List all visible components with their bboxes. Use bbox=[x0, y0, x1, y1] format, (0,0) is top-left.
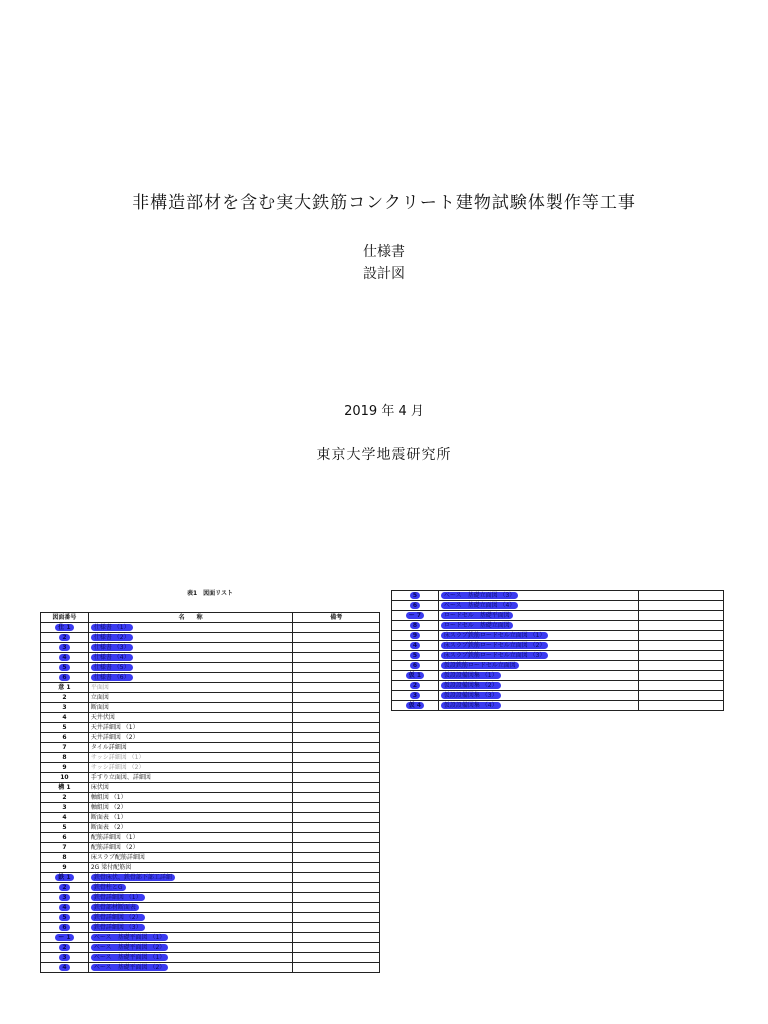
drawing-note bbox=[293, 923, 380, 933]
drawing-name-text: 床スラブ配筋詳細図 bbox=[90, 853, 145, 861]
drawing-name-text: 配筋詳細図 （2） bbox=[90, 843, 139, 851]
table-row bbox=[41, 793, 380, 803]
drawing-number-text: 10 bbox=[60, 773, 69, 781]
drawing-number bbox=[41, 663, 89, 673]
drawing-number bbox=[41, 783, 89, 793]
drawing-name bbox=[88, 823, 293, 833]
drawing-name bbox=[88, 643, 293, 653]
table-row bbox=[41, 823, 380, 833]
table-row bbox=[41, 643, 380, 653]
table-row bbox=[41, 763, 380, 773]
drawing-number-text: 5 bbox=[62, 723, 67, 731]
table-row bbox=[41, 953, 380, 963]
table-row bbox=[41, 913, 380, 923]
drawing-name bbox=[438, 631, 639, 641]
drawing-number bbox=[392, 691, 439, 701]
drawing-note bbox=[293, 903, 380, 913]
drawing-name-text: 仕様書 （1） bbox=[91, 624, 133, 631]
drawing-name-text: 軸組図 （2） bbox=[90, 803, 127, 811]
drawing-name-text: 天井詳細図 （2） bbox=[90, 733, 139, 741]
drawing-number bbox=[41, 683, 89, 693]
table-row bbox=[392, 651, 724, 661]
drawing-number-text: 3 bbox=[410, 692, 420, 699]
drawing-name bbox=[88, 783, 293, 793]
table-row bbox=[392, 621, 724, 631]
drawing-name-text: 配筋詳細図 （1） bbox=[90, 833, 139, 841]
table-row bbox=[41, 883, 380, 893]
drawing-name bbox=[88, 963, 293, 973]
table-row bbox=[41, 863, 380, 873]
drawing-name-text: 断面表 （1） bbox=[90, 813, 127, 821]
drawing-note bbox=[293, 863, 380, 873]
drawing-number bbox=[41, 933, 89, 943]
drawing-number bbox=[41, 953, 89, 963]
drawing-number-text: ー 7 bbox=[406, 612, 424, 619]
organization-name: 東京大学地震研究所 bbox=[316, 447, 452, 463]
drawing-name bbox=[438, 651, 639, 661]
drawing-note bbox=[293, 873, 380, 883]
drawing-note bbox=[293, 713, 380, 723]
drawing-name bbox=[88, 723, 293, 733]
drawing-name bbox=[438, 701, 639, 711]
drawing-note bbox=[293, 963, 380, 973]
table-row bbox=[41, 833, 380, 843]
drawing-note bbox=[293, 773, 380, 783]
table-row bbox=[41, 663, 380, 673]
table-row bbox=[41, 693, 380, 703]
drawing-number-text: 3 bbox=[62, 703, 67, 711]
drawing-note bbox=[293, 643, 380, 653]
drawing-note bbox=[293, 843, 380, 853]
table-row bbox=[392, 641, 724, 651]
drawing-name bbox=[88, 803, 293, 813]
drawing-number bbox=[41, 913, 89, 923]
drawing-name bbox=[88, 933, 293, 943]
table-row bbox=[41, 893, 380, 903]
drawing-note bbox=[293, 663, 380, 673]
drawing-name bbox=[88, 623, 293, 633]
drawing-note bbox=[639, 671, 724, 681]
drawing-name-text: 仮設設備図集 （4） bbox=[441, 702, 501, 709]
table-row bbox=[41, 733, 380, 743]
table-row bbox=[392, 591, 724, 601]
drawing-number-text: 3 bbox=[59, 894, 69, 901]
table-row bbox=[41, 633, 380, 643]
drawing-number-text: 鉄 1 bbox=[55, 874, 73, 881]
drawing-number-text: 7 bbox=[62, 743, 67, 751]
drawing-name bbox=[438, 671, 639, 681]
drawing-number-text: 4 bbox=[62, 813, 67, 821]
drawing-note bbox=[293, 633, 380, 643]
drawing-name-text: 仕様書 （6） bbox=[91, 674, 133, 681]
drawing-name bbox=[88, 713, 293, 723]
drawing-name-text: 立面図 bbox=[90, 693, 109, 701]
drawing-note bbox=[639, 641, 724, 651]
drawing-name bbox=[438, 611, 639, 621]
drawing-number-text: 6 bbox=[59, 674, 69, 681]
drawing-number bbox=[41, 623, 89, 633]
drawing-name-text: ロードセル 基礎立面図 bbox=[441, 622, 513, 629]
table-row bbox=[41, 903, 380, 913]
drawing-number-text: 6 bbox=[62, 833, 67, 841]
table-row bbox=[41, 623, 380, 633]
drawing-name-text: 天井伏図 bbox=[90, 713, 115, 721]
drawing-name-text: 平面図 bbox=[90, 683, 109, 691]
drawing-name-text: ベース 基礎平面図 （1） bbox=[91, 934, 168, 941]
drawing-number-text: 6 bbox=[62, 733, 67, 741]
drawing-number bbox=[41, 813, 89, 823]
header-note: 備考 bbox=[293, 613, 380, 623]
drawing-name-text: 床スラブ鉄筋ロードセル立面図 （1） bbox=[441, 632, 549, 639]
drawing-number bbox=[41, 943, 89, 953]
table-row bbox=[392, 661, 724, 671]
drawing-note bbox=[639, 601, 724, 611]
drawing-note bbox=[293, 853, 380, 863]
drawing-number bbox=[41, 703, 89, 713]
drawing-number bbox=[392, 601, 439, 611]
drawing-number bbox=[392, 701, 439, 711]
drawing-name-text: ベース 基礎立面図 （4） bbox=[441, 602, 518, 609]
drawing-note bbox=[293, 673, 380, 683]
drawing-number bbox=[392, 681, 439, 691]
drawing-number bbox=[41, 803, 89, 813]
drawing-name-text: 鉄骨部材断面表 bbox=[91, 904, 139, 911]
drawing-name bbox=[438, 681, 639, 691]
table-row bbox=[41, 943, 380, 953]
subtitle-specification: 仕様書 bbox=[363, 244, 405, 260]
drawing-name-text: タイル詳細図 bbox=[90, 743, 127, 751]
drawing-number-text: ー 1 bbox=[55, 934, 73, 941]
drawing-number-text: 2 bbox=[59, 884, 69, 891]
drawing-name bbox=[438, 601, 639, 611]
table-row bbox=[392, 601, 724, 611]
table-row bbox=[41, 783, 380, 793]
drawing-number bbox=[41, 923, 89, 933]
drawing-name-text: 床伏図 bbox=[90, 783, 109, 791]
drawing-note bbox=[293, 623, 380, 633]
drawing-name bbox=[88, 953, 293, 963]
drawing-number-text: 5 bbox=[59, 664, 69, 671]
drawing-number-text: 5 bbox=[62, 823, 67, 831]
table-row bbox=[41, 873, 380, 883]
drawing-number-text: 6 bbox=[59, 924, 69, 931]
drawing-name bbox=[88, 743, 293, 753]
drawing-note bbox=[639, 611, 724, 621]
drawing-number bbox=[392, 661, 439, 671]
drawing-name bbox=[438, 591, 639, 601]
drawing-number bbox=[41, 643, 89, 653]
drawing-number-text: 2 bbox=[59, 634, 69, 641]
drawing-name bbox=[88, 653, 293, 663]
drawing-number bbox=[41, 693, 89, 703]
table-row bbox=[41, 683, 380, 693]
drawing-name-text: ベース 基礎立面図 （3） bbox=[441, 592, 518, 599]
drawing-note bbox=[293, 763, 380, 773]
drawing-name-text: ベース 基礎平面図 （2） bbox=[91, 964, 168, 971]
drawing-note bbox=[639, 651, 724, 661]
drawing-note bbox=[293, 743, 380, 753]
table-row bbox=[41, 743, 380, 753]
drawing-name-text: ロードセル 基礎平面図 bbox=[441, 612, 513, 619]
drawing-number-text: 8 bbox=[410, 622, 420, 629]
table-row bbox=[392, 691, 724, 701]
table-row bbox=[41, 753, 380, 763]
drawing-number bbox=[392, 621, 439, 631]
drawing-note bbox=[293, 693, 380, 703]
drawing-name-text: 鉄骨床伏、鉄骨部下部工詳細 bbox=[91, 874, 175, 881]
table-row bbox=[41, 813, 380, 823]
subtitle-block bbox=[0, 241, 768, 285]
drawing-name bbox=[88, 873, 293, 883]
drawing-number-text: 6 bbox=[410, 602, 420, 609]
table-row bbox=[41, 853, 380, 863]
drawing-number-text: 仕 1 bbox=[55, 624, 73, 631]
drawing-note bbox=[293, 953, 380, 963]
drawing-name bbox=[438, 661, 639, 671]
drawing-number-text: 9 bbox=[410, 632, 420, 639]
drawing-number bbox=[41, 863, 89, 873]
drawing-number-text: 4 bbox=[62, 713, 67, 721]
table-row bbox=[392, 701, 724, 711]
drawing-name bbox=[438, 621, 639, 631]
drawing-name-text: 仕様書 （5） bbox=[91, 664, 133, 671]
drawing-name bbox=[88, 763, 293, 773]
drawing-name-text: サッシ詳細図 （1） bbox=[90, 753, 145, 761]
drawing-note bbox=[293, 813, 380, 823]
table-row bbox=[41, 713, 380, 723]
drawing-number-text: 仮 1 bbox=[406, 672, 424, 679]
drawing-name-text: 仮設鉄筋ロードセル立面図 bbox=[441, 662, 519, 669]
drawing-name bbox=[88, 813, 293, 823]
drawing-name-text: 鉄骨詳細図 （2） bbox=[91, 914, 145, 921]
table-caption: 表1 図面リスト bbox=[186, 590, 234, 597]
drawing-name bbox=[88, 673, 293, 683]
drawing-number bbox=[392, 631, 439, 641]
drawing-note bbox=[293, 943, 380, 953]
drawing-name bbox=[88, 923, 293, 933]
drawing-number bbox=[392, 591, 439, 601]
drawing-note bbox=[293, 933, 380, 943]
drawing-note bbox=[293, 733, 380, 743]
drawing-note bbox=[293, 653, 380, 663]
drawing-number bbox=[41, 753, 89, 763]
drawing-number-text: 3 bbox=[59, 644, 69, 651]
drawing-name-text: 鉄骨詳細図 （1） bbox=[91, 894, 145, 901]
drawing-number bbox=[41, 633, 89, 643]
drawing-number bbox=[41, 823, 89, 833]
table-row bbox=[41, 933, 380, 943]
drawing-name bbox=[88, 843, 293, 853]
drawing-number-text: 2 bbox=[62, 793, 67, 801]
table-row bbox=[41, 773, 380, 783]
drawing-name bbox=[88, 853, 293, 863]
subtitle-drawings: 設計図 bbox=[363, 266, 405, 282]
drawing-number-text: 7 bbox=[62, 843, 67, 851]
drawing-name bbox=[88, 633, 293, 643]
drawing-name bbox=[88, 893, 293, 903]
drawing-number-text: 5 bbox=[410, 652, 420, 659]
drawing-name-text: 仕様書 （3） bbox=[91, 644, 133, 651]
drawing-number bbox=[41, 883, 89, 893]
drawing-note bbox=[293, 723, 380, 733]
drawing-name bbox=[88, 683, 293, 693]
drawing-note bbox=[639, 591, 724, 601]
drawing-number-text: 4 bbox=[59, 964, 69, 971]
drawing-number-text: 構 1 bbox=[58, 783, 71, 791]
drawing-number-text: 仮 4 bbox=[406, 702, 424, 709]
table-row bbox=[41, 803, 380, 813]
drawing-number-text: 2 bbox=[410, 682, 420, 689]
drawing-name-text: 断面表 （2） bbox=[90, 823, 127, 831]
drawing-name bbox=[438, 691, 639, 701]
table-row bbox=[41, 673, 380, 683]
drawing-number-text: 6 bbox=[410, 662, 420, 669]
table-row bbox=[41, 703, 380, 713]
drawing-number-text: 8 bbox=[62, 753, 67, 761]
drawing-number bbox=[41, 743, 89, 753]
header-no: 図面番号 bbox=[41, 613, 89, 623]
drawing-number bbox=[392, 611, 439, 621]
drawing-number bbox=[41, 843, 89, 853]
drawing-number bbox=[392, 671, 439, 681]
drawing-number bbox=[392, 641, 439, 651]
drawing-number bbox=[41, 903, 89, 913]
drawing-number-text: 4 bbox=[59, 904, 69, 911]
drawing-name-text: 鉄骨詳細図 （3） bbox=[91, 924, 145, 931]
drawing-note bbox=[639, 661, 724, 671]
drawing-note bbox=[293, 913, 380, 923]
drawing-number bbox=[41, 673, 89, 683]
drawing-name bbox=[88, 733, 293, 743]
drawing-name-text: 軸組図 （1） bbox=[90, 793, 127, 801]
drawing-name bbox=[88, 943, 293, 953]
drawing-note bbox=[639, 691, 724, 701]
document-date: 2019 年 4 月 bbox=[344, 404, 424, 419]
drawing-number-text: 5 bbox=[410, 592, 420, 599]
table-row bbox=[41, 963, 380, 973]
drawing-name-text: サッシ詳細図 （2） bbox=[90, 763, 145, 771]
drawing-note bbox=[293, 883, 380, 893]
drawing-name-text: 仮設設備図集 （1） bbox=[441, 672, 501, 679]
drawing-note bbox=[293, 793, 380, 803]
drawing-note bbox=[639, 631, 724, 641]
drawing-number bbox=[41, 963, 89, 973]
drawing-number-text: 4 bbox=[410, 642, 420, 649]
table-header-row bbox=[41, 613, 380, 623]
drawing-name-text: 仮設設備図集 （3） bbox=[441, 692, 501, 699]
document-title: 非構造部材を含む実大鉄筋コンクリート建物試験体製作等工事 bbox=[132, 193, 636, 213]
drawing-number bbox=[41, 893, 89, 903]
drawing-number-text: 9 bbox=[62, 763, 67, 771]
table-row bbox=[41, 653, 380, 663]
drawing-number bbox=[41, 733, 89, 743]
cover-title-block bbox=[0, 188, 768, 213]
drawing-name-text: ベース 基礎平面図 （1） bbox=[91, 954, 168, 961]
drawing-name-text: 仕様書 （2） bbox=[91, 634, 133, 641]
drawing-note bbox=[639, 701, 724, 711]
table-row bbox=[41, 723, 380, 733]
table-row bbox=[392, 671, 724, 681]
drawing-number bbox=[41, 853, 89, 863]
drawing-list-table-left bbox=[40, 612, 380, 973]
drawing-note bbox=[293, 803, 380, 813]
drawing-name-text: 床スラブ鉄筋ロードセル立面図 （2） bbox=[441, 642, 549, 649]
drawing-note bbox=[293, 823, 380, 833]
header-name: 名 称 bbox=[88, 613, 293, 623]
drawing-name bbox=[88, 773, 293, 783]
drawing-number-text: 3 bbox=[62, 803, 67, 811]
drawing-name bbox=[88, 913, 293, 923]
drawing-number-text: 意 1 bbox=[58, 683, 71, 691]
drawing-name bbox=[88, 833, 293, 843]
table-row bbox=[392, 611, 724, 621]
drawing-name bbox=[88, 883, 293, 893]
drawing-name-text: 断面図 bbox=[90, 703, 109, 711]
table-row bbox=[392, 631, 724, 641]
table-row bbox=[392, 681, 724, 691]
drawing-note bbox=[293, 833, 380, 843]
drawing-number bbox=[41, 873, 89, 883]
drawing-note bbox=[293, 893, 380, 903]
drawing-number bbox=[41, 773, 89, 783]
drawing-number-text: 8 bbox=[62, 853, 67, 861]
drawing-number-text: 2 bbox=[62, 693, 67, 701]
drawing-name-text: 手すり立面図、詳細図 bbox=[90, 773, 151, 781]
drawing-number bbox=[41, 653, 89, 663]
drawing-number-text: 9 bbox=[62, 863, 67, 871]
drawing-number bbox=[41, 763, 89, 773]
table-row bbox=[41, 843, 380, 853]
drawing-name bbox=[88, 663, 293, 673]
drawing-number-text: 4 bbox=[59, 654, 69, 661]
drawing-number-text: 2 bbox=[59, 944, 69, 951]
drawing-name bbox=[88, 863, 293, 873]
drawing-list-table-right bbox=[391, 590, 724, 711]
drawing-name-text: 床スラブ鉄筋ロードセル立面図 （3） bbox=[441, 652, 549, 659]
drawing-number-text: 3 bbox=[59, 954, 69, 961]
drawing-name bbox=[88, 753, 293, 763]
drawing-note bbox=[639, 621, 724, 631]
drawing-name bbox=[88, 793, 293, 803]
drawing-note bbox=[639, 681, 724, 691]
drawing-note bbox=[293, 683, 380, 693]
drawing-name-text: 仮設設備図集 （2） bbox=[441, 682, 501, 689]
drawing-note bbox=[293, 783, 380, 793]
drawing-name bbox=[88, 703, 293, 713]
drawing-note bbox=[293, 753, 380, 763]
table-row bbox=[41, 923, 380, 933]
drawing-number bbox=[41, 713, 89, 723]
drawing-number bbox=[41, 833, 89, 843]
drawing-name-text: 天井詳細図 （1） bbox=[90, 723, 139, 731]
drawing-number bbox=[41, 793, 89, 803]
drawing-name-text: 仕様書 （4） bbox=[91, 654, 133, 661]
drawing-name bbox=[88, 903, 293, 913]
drawing-number bbox=[41, 723, 89, 733]
drawing-note bbox=[293, 703, 380, 713]
drawing-number bbox=[392, 651, 439, 661]
drawing-name bbox=[88, 693, 293, 703]
drawing-name-text: 2G 梁付配筋図 bbox=[90, 863, 132, 871]
drawing-name-text: ベース 基礎平面図 （2） bbox=[91, 944, 168, 951]
drawing-number-text: 5 bbox=[59, 914, 69, 921]
drawing-name-text: 鉄骨柱とG bbox=[91, 884, 126, 891]
drawing-name bbox=[438, 641, 639, 651]
